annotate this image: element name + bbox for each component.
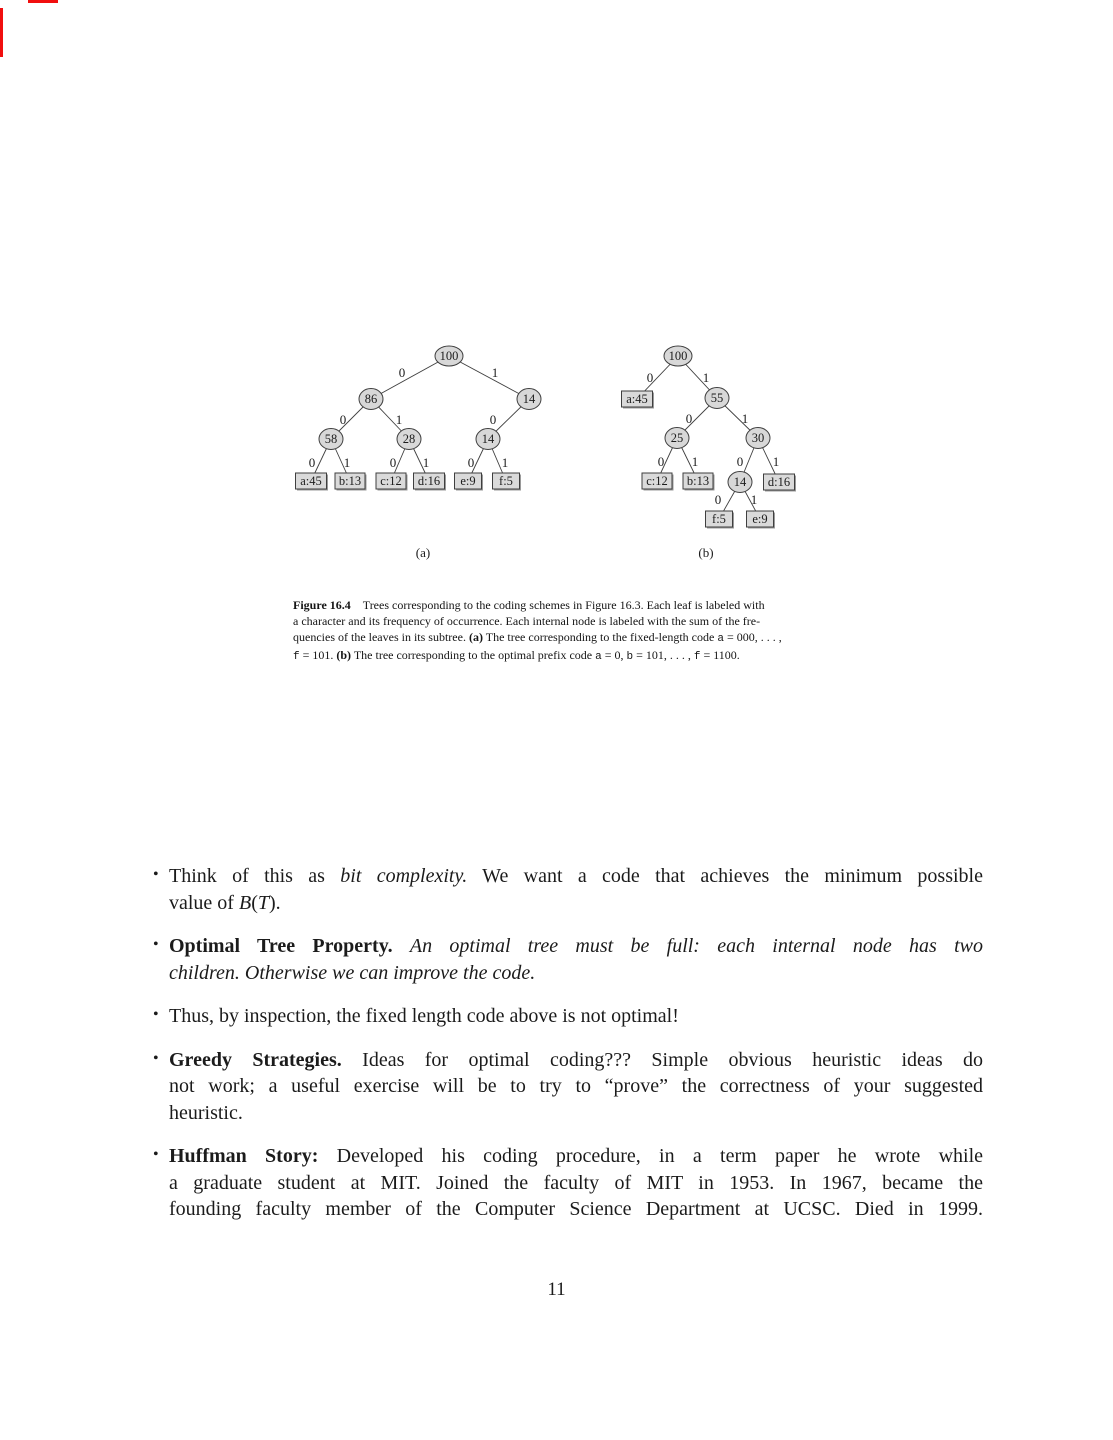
- edge-bit-label: 1: [422, 455, 430, 470]
- text-segment: a graduate student at MIT. Joined the faculty of MIT in 1953. In 1967, became the: [169, 1171, 983, 1194]
- node-label: 58: [324, 432, 338, 447]
- text-segment: a character and its frequency of occurrence. Each internal node is labeled with the sum of the fre-: [293, 614, 761, 628]
- edge-bit-label: 0: [339, 412, 347, 427]
- huffman-trees-diagram: [280, 340, 840, 570]
- node-label: e:9: [752, 512, 768, 527]
- bullet-item: [153, 1143, 983, 1223]
- bullet-item: [153, 933, 984, 986]
- edge-bit-label: 0: [467, 455, 475, 470]
- text-line: [169, 863, 983, 890]
- text-segment: f: [293, 651, 300, 663]
- text-segment: = 000, . . . ,: [723, 630, 782, 644]
- node-label: 25: [670, 431, 684, 446]
- node-label: 100: [439, 349, 459, 364]
- edge-bit-label: 1: [491, 365, 499, 380]
- edge-bit-label: 0: [398, 365, 406, 380]
- node-label: a:45: [300, 474, 322, 489]
- node-label: 100: [668, 349, 688, 364]
- bullet-marker: •: [153, 1006, 159, 1023]
- text-segment: An optimal tree must be full: each internal node has two: [409, 935, 984, 957]
- node-label: 14: [522, 392, 536, 407]
- subfigure-label: (a): [415, 545, 431, 560]
- text-segment: ).: [269, 891, 281, 914]
- edge-bit-label: 0: [736, 454, 744, 469]
- text-segment: (a): [468, 630, 483, 644]
- tree-edge: [449, 356, 529, 399]
- text-segment: [393, 935, 410, 957]
- bullet-marker: •: [153, 936, 159, 953]
- text-segment: The tree corresponding to the fixed-length code: [482, 630, 718, 644]
- edge-bit-label: 1: [702, 370, 710, 385]
- node-label: f:5: [712, 512, 726, 527]
- text-segment: Greedy Strategies.: [169, 1048, 342, 1071]
- text-segment: = 1100.: [700, 648, 740, 662]
- edge-bit-label: 1: [343, 455, 351, 470]
- text-segment: (b): [336, 648, 352, 662]
- text-segment: Optimal Tree Property.: [169, 935, 393, 957]
- text-line: [169, 1100, 983, 1127]
- edge-bit-label: 0: [657, 454, 665, 469]
- text-segment: B: [238, 891, 252, 914]
- node-label: c:12: [380, 474, 402, 489]
- edge-bit-label: 1: [691, 454, 699, 469]
- text-segment: children. Otherwise we can improve the code.: [169, 961, 536, 984]
- text-segment: a: [717, 633, 724, 645]
- caption-line: [293, 597, 795, 613]
- node-label: 55: [710, 391, 724, 406]
- text-segment: founding faculty member of the Computer Science Department at UCSC. Died in 1999.: [169, 1198, 983, 1220]
- text-segment: = 0,: [601, 648, 627, 662]
- figure-caption: [293, 597, 795, 665]
- text-line: [169, 1073, 983, 1100]
- edge-bit-label: 1: [772, 454, 780, 469]
- text-line: [169, 890, 983, 917]
- node-label: 14: [733, 475, 747, 490]
- node-label: 30: [751, 431, 765, 446]
- edge-bit-label: 0: [685, 411, 693, 426]
- node-label: e:9: [460, 474, 476, 489]
- bullet-marker: •: [153, 1049, 159, 1067]
- red-crop-mark-vertical: [0, 8, 3, 57]
- node-label: 28: [402, 432, 416, 447]
- node-label: 86: [364, 392, 378, 407]
- text-segment: Thus, by inspection, the fixed length code above is not optimal!: [169, 1005, 679, 1027]
- text-segment: Developed his coding procedure, in a term paper he wrote while: [318, 1145, 983, 1167]
- edge-bit-label: 1: [750, 492, 758, 507]
- edge-bit-label: 0: [714, 492, 722, 507]
- edge-bit-label: 1: [501, 455, 509, 470]
- node-label: a:45: [626, 392, 648, 407]
- tree-edge: [371, 356, 449, 399]
- node-label: c:12: [646, 474, 668, 489]
- text-segment: Figure 16.4: [293, 598, 351, 612]
- node-label: d:16: [767, 475, 791, 490]
- subfigure-label: (b): [698, 545, 714, 560]
- text-line: [169, 960, 983, 987]
- text-segment: a: [595, 651, 602, 663]
- node-label: b:13: [338, 474, 362, 489]
- bullet-marker: •: [153, 1146, 159, 1163]
- text-segment: We want a code that achieves the minimum possible: [467, 865, 983, 887]
- caption-line: [293, 629, 795, 647]
- text-line: [169, 1143, 983, 1170]
- text-segment: T: [257, 891, 269, 914]
- edge-bit-label: 1: [741, 411, 749, 426]
- caption-line: [293, 647, 795, 665]
- text-line: [169, 1047, 983, 1074]
- text-line: [169, 933, 983, 960]
- text-line: [169, 1003, 983, 1030]
- text-segment: b: [626, 651, 634, 663]
- page-number: 11: [547, 1279, 566, 1300]
- node-label: d:16: [417, 474, 441, 489]
- text-segment: Huffman Story:: [169, 1145, 319, 1167]
- text-segment: bit complexity.: [340, 865, 468, 887]
- text-segment: quencies of the leaves in its subtree.: [293, 630, 469, 644]
- node-label: b:13: [686, 474, 710, 489]
- text-segment: (: [251, 891, 258, 914]
- text-segment: The tree corresponding to the optimal prefix code: [351, 648, 596, 662]
- bullet-item: [153, 1003, 983, 1030]
- text-segment: not work; a useful exercise will be to try to “prove” the correctness of your suggested: [169, 1075, 983, 1097]
- text-segment: Ideas for optimal coding??? Simple obvious heuristic ideas do: [341, 1048, 983, 1071]
- edge-bit-label: 0: [389, 455, 397, 470]
- text-segment: Think of this as: [169, 865, 341, 887]
- edge-bit-label: 1: [395, 412, 403, 427]
- node-label: 14: [481, 432, 495, 447]
- edge-bit-label: 0: [308, 455, 316, 470]
- text-segment: Trees corresponding to the coding schemes in Figure 16.3. Each leaf is labeled with: [350, 598, 765, 612]
- text-segment: = 101, . . . ,: [633, 648, 694, 662]
- bullet-item: [153, 1047, 983, 1127]
- text-segment: value of: [169, 891, 239, 914]
- red-crop-mark-horizontal: [28, 0, 58, 3]
- bullet-item: [153, 863, 983, 916]
- edge-bit-label: 0: [646, 370, 654, 385]
- text-segment: = 101.: [299, 648, 337, 662]
- caption-line: [293, 613, 795, 629]
- text-line: [169, 1196, 983, 1223]
- text-segment: heuristic.: [169, 1101, 243, 1124]
- edge-bit-label: 0: [489, 412, 497, 427]
- bullet-marker: •: [153, 866, 159, 883]
- text-line: [169, 1170, 983, 1197]
- text-segment: f: [693, 651, 701, 663]
- bullet-list: [153, 863, 984, 1240]
- node-label: f:5: [499, 474, 513, 489]
